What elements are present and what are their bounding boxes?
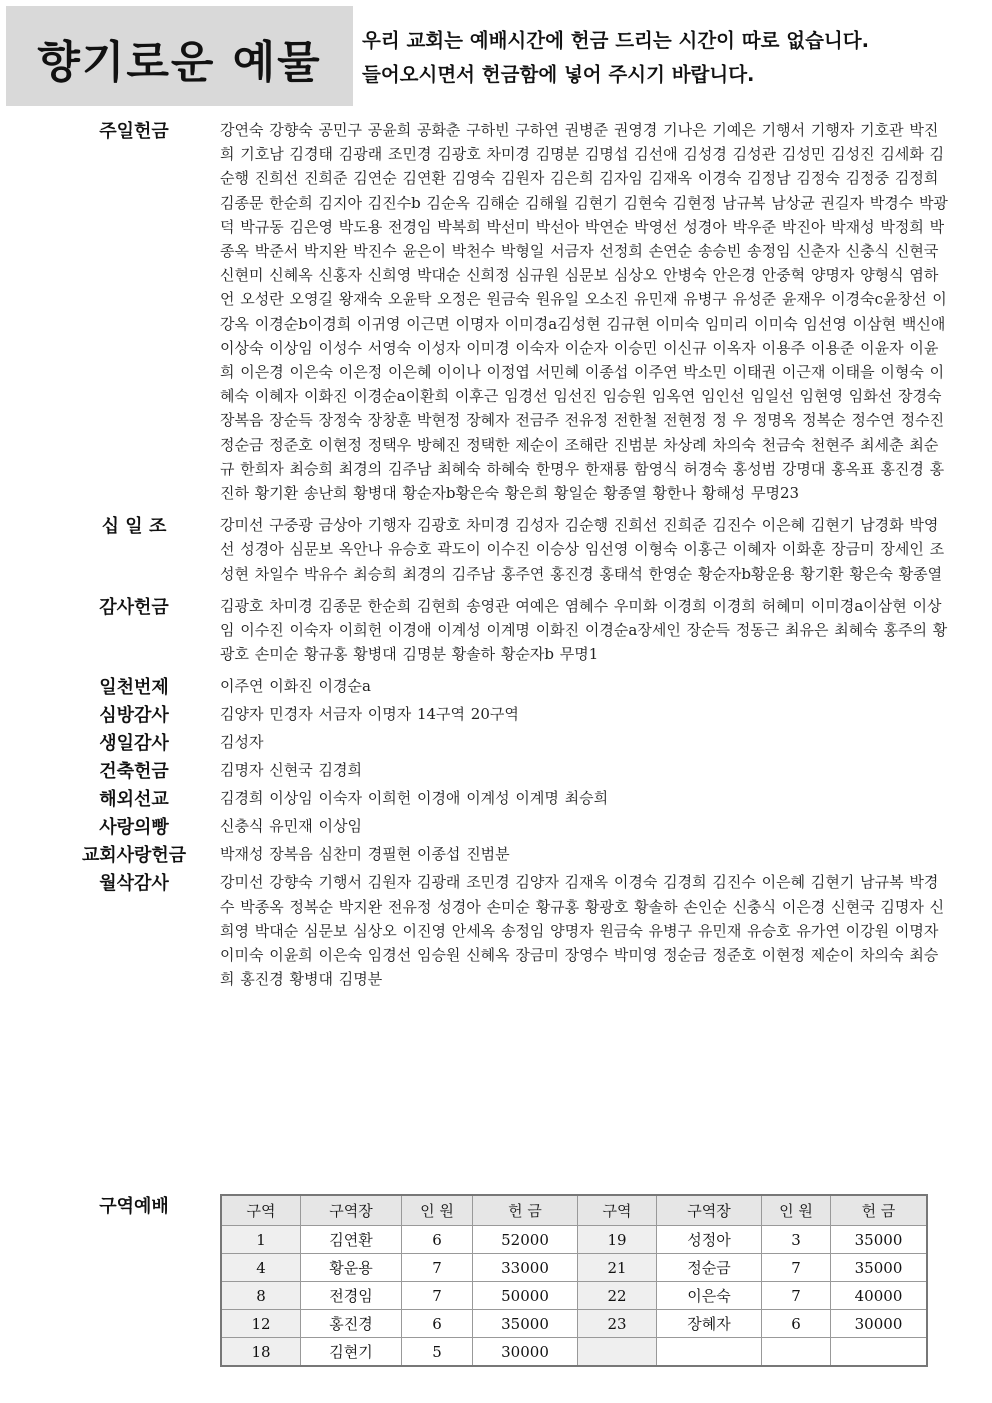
section-label: 생일감사 xyxy=(99,733,169,755)
section-names: 이주연 이화진 이경순a xyxy=(220,677,371,696)
table-cell: 52000 xyxy=(473,1226,578,1254)
table-cell: 40000 xyxy=(831,1282,928,1310)
section-names: 김광호 차미경 김종문 한순희 김현희 송영관 여예은 염혜수 우미화 이경희 이경희 허혜미 이미경a이삼현 이상임 이수진 이숙자 이희헌 이경애 이계성 이계명 이화진 이경순a장세인 장순득 정동근 최유은 최혜숙 홍주의 황광호 손미순 황규홍 황병대 김명분 황솔하 황순자b 무명1 xyxy=(220,596,948,664)
table-cell: 7 xyxy=(402,1254,473,1282)
table-cell: 6 xyxy=(762,1310,831,1338)
column-header: 구역장 xyxy=(657,1195,762,1226)
section-label: 해외선교 xyxy=(99,789,169,811)
table-cell: 3 xyxy=(762,1226,831,1254)
table-cell: 12 xyxy=(221,1310,301,1338)
table-cell: 22 xyxy=(578,1282,657,1310)
table-cell: 정순금 xyxy=(657,1254,762,1282)
table-cell: 50000 xyxy=(473,1282,578,1310)
table-cell: 35000 xyxy=(831,1254,928,1282)
column-header: 헌 금 xyxy=(473,1195,578,1226)
table-row xyxy=(221,1282,927,1310)
column-header: 헌 금 xyxy=(831,1195,928,1226)
district-table-wrap xyxy=(220,1194,928,1367)
section-label: 건축헌금 xyxy=(99,761,169,783)
table-cell xyxy=(762,1338,831,1367)
table-cell: 6 xyxy=(402,1226,473,1254)
table-header-row xyxy=(221,1195,927,1226)
table-cell: 5 xyxy=(402,1338,473,1367)
table-cell: 7 xyxy=(762,1282,831,1310)
district-table xyxy=(220,1194,928,1367)
table-cell: 김현기 xyxy=(301,1338,402,1367)
table-cell: 6 xyxy=(402,1310,473,1338)
table-row xyxy=(221,1254,927,1282)
table-cell xyxy=(657,1338,762,1367)
notice-line-2: 들어오시면서 헌금함에 넣어 주시기 바랍니다. xyxy=(362,63,755,86)
table-cell: 황운용 xyxy=(301,1254,402,1282)
table-row xyxy=(221,1338,927,1367)
table-cell: 35000 xyxy=(473,1310,578,1338)
table-cell: 1 xyxy=(221,1226,301,1254)
column-header: 구역장 xyxy=(301,1195,402,1226)
table-cell: 19 xyxy=(578,1226,657,1254)
section-label: 감사헌금 xyxy=(99,596,169,618)
section-visit-thanks xyxy=(48,702,948,728)
section-names: 박재성 장복음 심찬미 경필현 이종섭 진범분 xyxy=(220,845,510,864)
table-cell: 전경임 xyxy=(301,1282,402,1310)
section-label: 십 일 조 xyxy=(101,516,167,538)
table-cell xyxy=(578,1338,657,1367)
section-church-love xyxy=(48,842,948,868)
section-names: 김성자 xyxy=(220,733,264,752)
column-header: 인 원 xyxy=(402,1195,473,1226)
section-names: 강미선 강향숙 기행서 김원자 김광래 조민경 김양자 김재옥 이경숙 김경희 김진수 이은혜 김현기 남규복 박경수 박종옥 정복순 박지완 전유정 성경아 손미순 황규홍 황광호 황솔하 손인순 신충식 이은경 신현국 김명자 신희영 박대순 심문보 심상오 이진영 안세옥 송정임 양명자 원금숙 유병구 유민재 유승호 유가연 이강원 이명자 이미숙 이윤희 이은숙 임경선 임승원 신혜옥 장금미 장영수 박미영 정순금 정준호 이현정 제순이 차의숙 최승희 홍진경 황병대 김명분 xyxy=(220,873,945,989)
page-title: 향기로운 예물 xyxy=(37,37,322,88)
section-names: 강미선 구중광 금상아 기행자 김광호 차미경 김성자 김순행 진희선 진희준 김진수 이은혜 김현기 남경화 박영선 성경아 심문보 옥안나 유승호 곽도이 이수진 이승상 임선영 이형숙 이홍근 이혜자 이화훈 장금미 장세인 조성현 차일수 박유수 최승희 최경의 김주남 홍주연 홍진경 홍태석 한영순 황순자b황운용 황기환 황은숙 황종열 xyxy=(220,516,945,583)
offering-sections xyxy=(48,118,948,999)
section-label: 주일헌금 xyxy=(99,121,169,142)
table-cell: 35000 xyxy=(831,1226,928,1254)
table-cell: 성정아 xyxy=(657,1226,762,1254)
section-names: 김명자 신현국 김경희 xyxy=(220,761,362,780)
section-thousand-offering xyxy=(48,674,948,700)
table-cell: 18 xyxy=(221,1338,301,1367)
table-cell: 8 xyxy=(221,1282,301,1310)
section-overseas-mission xyxy=(48,786,948,812)
section-names: 강연숙 강향숙 공민구 공윤희 공화춘 구하빈 구하연 권병준 권영경 기나은 기예은 기행서 기행자 기호관 박진희 기호남 김경태 김광래 조민경 김광호 차미경 김명분 김명섭 김선애 김성경 김성관 김성민 김성진 김세화 김순행 진희선 진희준 김연순 김연환 김영숙 김원자 김은희 김자임 김재옥 이경숙 김정남 김정숙 김정중 김정희 김종문 한순희 김지아 김진수b 김순옥 김해순 김해월 김현기 김현숙 김현정 남규복 남상균 권길자 박경수 박광덕 박규동 김은영 박도용 전경임 박복희 박선미 박선아 박연순 박영선 성경아 박우준 박진아 박재성 박정희 박종옥 박준서 박지완 박진수 윤은이 박천수 박형일 서금자 선정희 손연순 송승빈 송정임 신춘자 신충식 신현국 신현미 신혜옥 신홍자 신희영 박대순 신희정 심규원 심문보 심상오 안병숙 안은경 안중혁 양명자 양형식 염하언 오성란 오영길 왕재숙 오윤탁 오정은 원금숙 원유일 오소진 유민재 유병구 유성준 윤재우 이경숙c윤창선 이강옥 이경순b이경희 이귀영 이근면 이명자 이미경a김성현 김규현 이미숙 임미리 이미숙 임선영 이삼현 백신애 이상숙 이상임 이성수 서영숙 이성자 이미경 이숙자 이순자 이승민 이신규 이옥자 이용주 이용준 이윤자 이윤희 이은경 이은숙 이은정 이은혜 이이나 이정엽 서민혜 이종섭 이주연 박소민 이태권 이근재 이태을 이형숙 이혜숙 이혜자 이화진 이경순a이환희 이후근 임경선 임선진 임승원 임옥연 임인선 임일선 임현영 임화선 장경숙 장복음 장순득 장정숙 장창훈 박현정 장혜자 전금주 전유정 전한철 전현정 정 우 정명옥 정복순 정수연 정수진 정순금 정준호 이현정 정택우 방혜진 정택한 제순이 조해란 진범분 차상례 차의숙 천금숙 천현주 최세춘 최순규 한희자 최승희 최경의 김주남 최혜숙 하혜숙 한명우 한재룡 함영식 허경숙 홍성범 강명대 홍옥표 홍진경 홍진하 황기환 송난희 황병대 황순자b황은숙 황은희 황일순 황종열 황한나 황해성 무명23 xyxy=(220,121,948,503)
notice-line-1: 우리 교회는 예배시간에 헌금 드리는 시간이 따로 없습니다. xyxy=(362,29,870,52)
table-cell: 7 xyxy=(402,1282,473,1310)
section-names: 김양자 민경자 서금자 이명자 14구역 20구역 xyxy=(220,705,519,724)
table-row xyxy=(221,1226,927,1254)
table-cell: 30000 xyxy=(831,1310,928,1338)
column-header: 인 원 xyxy=(762,1195,831,1226)
table-cell: 30000 xyxy=(473,1338,578,1367)
section-label: 교회사랑헌금 xyxy=(81,845,187,867)
table-cell: 23 xyxy=(578,1310,657,1338)
section-label: 심방감사 xyxy=(99,705,169,727)
table-row xyxy=(221,1310,927,1338)
table-cell: 김연환 xyxy=(301,1226,402,1254)
section-label: 월삭감사 xyxy=(99,873,169,895)
column-header: 구역 xyxy=(221,1195,301,1226)
table-cell: 4 xyxy=(221,1254,301,1282)
notice xyxy=(362,24,982,92)
section-names: 김경희 이상임 이숙자 이희헌 이경애 이계성 이계명 최승희 xyxy=(220,789,609,808)
section-birthday-thanks xyxy=(48,730,948,756)
table-cell: 장혜자 xyxy=(657,1310,762,1338)
section-tithe xyxy=(48,513,948,586)
section-names: 신충식 유민재 이상임 xyxy=(220,817,362,836)
section-sunday-offering xyxy=(48,118,948,505)
table-cell: 33000 xyxy=(473,1254,578,1282)
section-monthly-thanks xyxy=(48,870,948,991)
table-cell: 홍진경 xyxy=(301,1310,402,1338)
table-cell: 이은숙 xyxy=(657,1282,762,1310)
section-building-fund xyxy=(48,758,948,784)
table-cell: 7 xyxy=(762,1254,831,1282)
section-label: 일천번제 xyxy=(99,677,169,699)
table-cell xyxy=(831,1338,928,1367)
title-box xyxy=(6,6,353,106)
section-label: 사랑의빵 xyxy=(99,817,169,839)
district-worship-label: 구역예배 xyxy=(99,1196,169,1217)
section-bread-of-love xyxy=(48,814,948,840)
section-thanksgiving xyxy=(48,594,948,667)
table-cell: 21 xyxy=(578,1254,657,1282)
column-header: 구역 xyxy=(578,1195,657,1226)
